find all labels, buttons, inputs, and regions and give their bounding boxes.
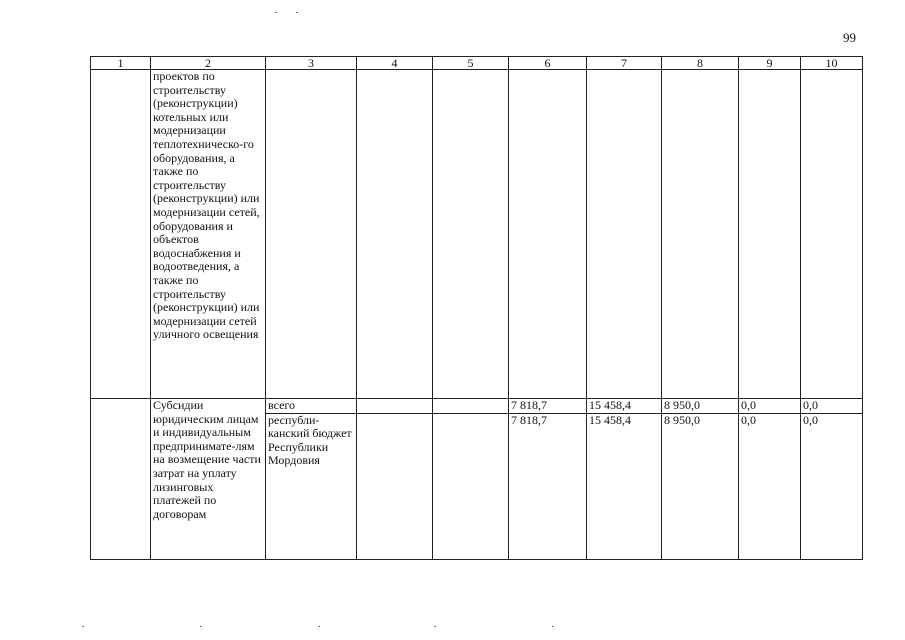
value-cell: 8 950,0 <box>662 399 739 414</box>
source-budget: республи-канский бюджет Республики Мордовия <box>266 413 357 559</box>
row-description: Субсидии юридическим лицам и индивидуальным предпринимате-лям на возмещение части затрат на уплату лизинговых платежей по договорам <box>151 399 266 560</box>
column-header: 6 <box>509 57 587 70</box>
scan-speck <box>275 12 277 13</box>
table-cell <box>357 399 433 414</box>
column-header: 8 <box>662 57 739 70</box>
column-header: 9 <box>739 57 801 70</box>
value-cell: 0,0 <box>801 399 863 414</box>
table-row <box>91 399 863 414</box>
value-cell: 15 458,4 <box>587 399 662 414</box>
value-cell: 0,0 <box>801 413 863 559</box>
value-cell: 8 950,0 <box>662 413 739 559</box>
table-cell <box>662 70 739 399</box>
table-cell <box>433 399 509 414</box>
table-cell <box>357 70 433 399</box>
column-number-row <box>91 57 863 70</box>
value-cell: 7 818,7 <box>509 399 587 414</box>
table-cell <box>357 413 433 559</box>
table-cell <box>801 70 863 399</box>
table-cell <box>91 399 151 560</box>
scan-speck <box>434 626 436 627</box>
table-cell <box>266 70 357 399</box>
scan-speck <box>200 626 202 627</box>
column-header: 4 <box>357 57 433 70</box>
column-header: 1 <box>91 57 151 70</box>
scan-speck <box>552 626 554 627</box>
page-number: 99 <box>843 30 856 45</box>
column-header: 10 <box>801 57 863 70</box>
table-cell <box>509 70 587 399</box>
column-header: 7 <box>587 57 662 70</box>
value-cell: 7 818,7 <box>509 413 587 559</box>
column-header: 2 <box>151 57 266 70</box>
value-cell: 15 458,4 <box>587 413 662 559</box>
table-cell <box>91 70 151 399</box>
table-cell <box>433 413 509 559</box>
table-cell <box>739 70 801 399</box>
column-header: 5 <box>433 57 509 70</box>
scan-speck <box>82 626 84 627</box>
table-cell <box>433 70 509 399</box>
scan-speck <box>296 12 298 13</box>
budget-table <box>90 56 863 560</box>
column-header: 3 <box>266 57 357 70</box>
scan-speck <box>318 626 320 627</box>
table-cell <box>587 70 662 399</box>
row-description: проектов по строительству (реконструкции) котельных или модернизации теплотехническо-го оборудования, а также по строительству (реконструкции) или модернизации сетей, оборудования и объектов водоснабжения и водоотведения, а также по строительству (реконструкции) или модернизации сетей уличного освещения <box>151 70 266 399</box>
value-cell: 0,0 <box>739 399 801 414</box>
table-row <box>91 70 863 399</box>
source-total: всего <box>266 399 357 414</box>
value-cell: 0,0 <box>739 413 801 559</box>
